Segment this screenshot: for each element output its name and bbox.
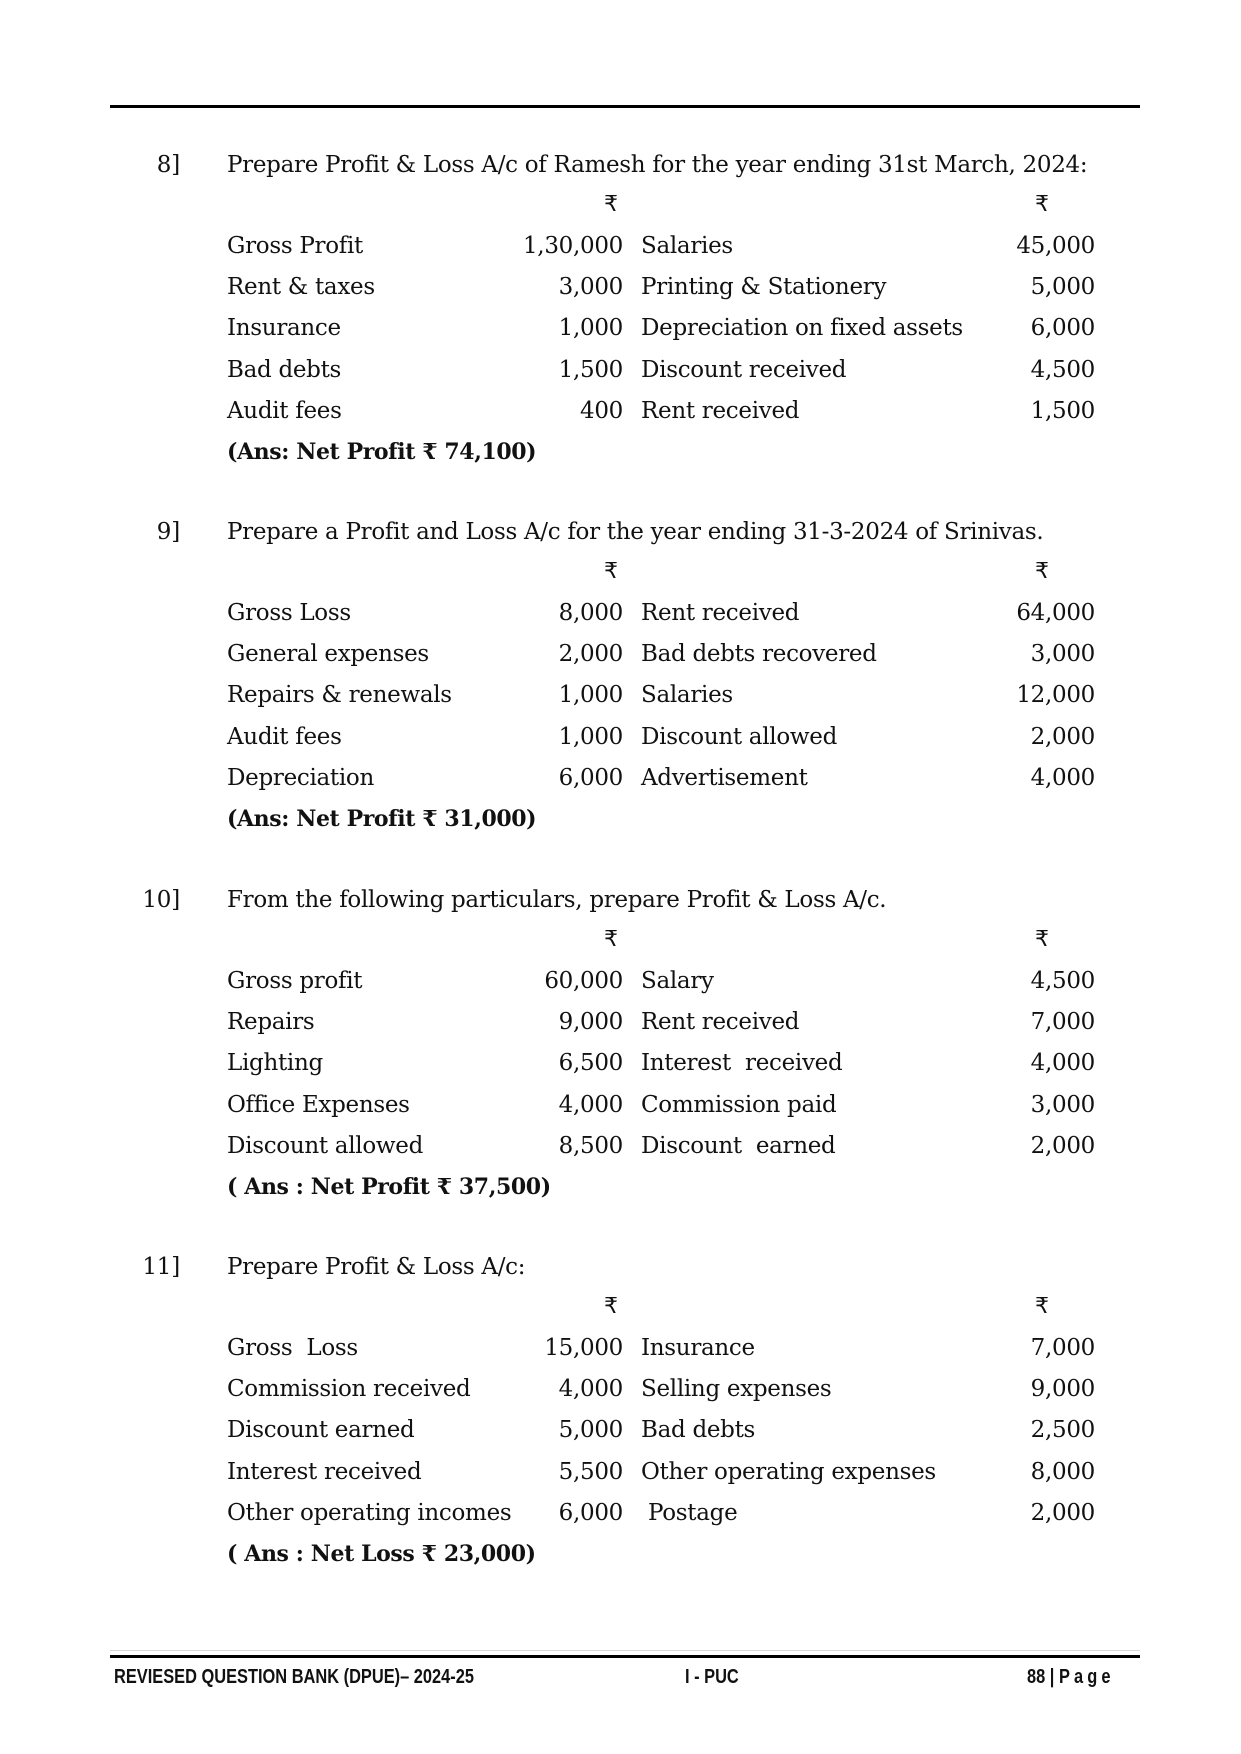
- table-row: [0, 1369, 1241, 1410]
- right-label: Rent received: [641, 600, 800, 626]
- left-label: Repairs & renewals: [227, 682, 452, 709]
- footer-class: I - PUC: [685, 1666, 739, 1688]
- table-row: [0, 717, 1241, 758]
- right-amount: 64,000: [1016, 600, 1095, 626]
- left-label: Office Expenses: [227, 1091, 410, 1118]
- left-amount: 8,500: [558, 1132, 623, 1159]
- question-number: 9]: [156, 519, 180, 545]
- page-number: 88: [1027, 1666, 1046, 1688]
- footer-page: [1027, 1662, 1115, 1692]
- left-amount: 4,000: [558, 1376, 623, 1403]
- right-label: Bad debts: [641, 1417, 756, 1444]
- rupee-icon: ₹: [604, 1294, 618, 1319]
- rupee-icon: ₹: [1035, 559, 1049, 584]
- left-amount: 1,000: [558, 682, 623, 709]
- right-label: Salaries: [641, 682, 733, 709]
- page-separator: |: [1045, 1666, 1059, 1688]
- left-amount: 3,000: [558, 274, 623, 301]
- right-label: Printing & Stationery: [641, 274, 887, 301]
- rupee-icon: ₹: [604, 192, 618, 217]
- right-amount: 4,000: [1030, 1050, 1095, 1077]
- right-amount: 4,500: [1030, 356, 1095, 383]
- question-header: [0, 1247, 1241, 1287]
- footer-thin-rule: [110, 1650, 1140, 1651]
- table-row: [0, 350, 1241, 391]
- right-amount: 2,500: [1030, 1417, 1095, 1444]
- right-label: Rent received: [641, 1009, 800, 1036]
- answer-text: (Ans: Net Profit ₹ 74,100): [227, 438, 537, 465]
- right-amount: 4,000: [1030, 764, 1095, 791]
- right-label: Discount received: [641, 356, 847, 383]
- right-label: Salaries: [641, 233, 733, 259]
- table-row: [0, 634, 1241, 675]
- table-row: [0, 1126, 1241, 1167]
- question-8: [0, 145, 1241, 472]
- right-label: Selling expenses: [641, 1376, 832, 1403]
- right-label: Postage: [641, 1499, 738, 1526]
- left-amount: 6,000: [558, 1499, 623, 1526]
- currency-header-row: [0, 552, 1241, 593]
- table-row: [0, 593, 1241, 634]
- table-row: [0, 1085, 1241, 1126]
- right-amount: 6,000: [1030, 315, 1095, 342]
- table-row: [0, 1328, 1241, 1369]
- right-amount: 3,000: [1030, 641, 1095, 668]
- rupee-icon: ₹: [1035, 927, 1049, 952]
- question-prompt: Prepare a Profit and Loss A/c for the year ending 31-3-2024 of Srinivas.: [227, 519, 1044, 545]
- left-amount: 1,000: [558, 315, 623, 342]
- answer-text: ( Ans : Net Profit ₹ 37,500): [227, 1173, 551, 1200]
- right-amount: 2,000: [1030, 1499, 1095, 1526]
- right-label: Depreciation on fixed assets: [641, 315, 963, 342]
- question-prompt: Prepare Profit & Loss A/c:: [227, 1254, 526, 1280]
- rupee-icon: ₹: [1035, 1294, 1049, 1319]
- left-label: Gross Profit: [227, 233, 363, 259]
- right-label: Advertisement: [641, 764, 808, 791]
- right-label: Bad debts recovered: [641, 641, 877, 668]
- left-amount: 6,000: [558, 764, 623, 791]
- left-label: Repairs: [227, 1009, 315, 1036]
- right-label: Salary: [641, 968, 714, 994]
- table-row: [0, 1002, 1241, 1043]
- right-amount: 1,500: [1030, 397, 1095, 424]
- question-number: 8]: [156, 152, 180, 178]
- left-amount: 1,30,000: [522, 233, 623, 259]
- footer-rule: [110, 1655, 1140, 1658]
- table-row: [0, 1452, 1241, 1493]
- answer-line: [0, 1167, 1241, 1207]
- page-word: Page: [1058, 1666, 1115, 1688]
- left-amount: 2,000: [558, 641, 623, 668]
- left-label: Gross profit: [227, 968, 363, 994]
- left-label: Audit fees: [227, 723, 342, 750]
- answer-line: [0, 432, 1241, 472]
- left-amount: 8,000: [558, 600, 623, 626]
- question-prompt: From the following particulars, prepare Profit & Loss A/c.: [227, 887, 887, 913]
- currency-header-row: [0, 1287, 1241, 1328]
- left-amount: 6,500: [558, 1050, 623, 1077]
- rupee-icon: ₹: [604, 559, 618, 584]
- left-label: Discount earned: [227, 1417, 415, 1444]
- right-label: Discount allowed: [641, 723, 838, 750]
- right-amount: 12,000: [1016, 682, 1095, 709]
- left-amount: 9,000: [558, 1009, 623, 1036]
- table-row: [0, 1410, 1241, 1451]
- question-header: [0, 880, 1241, 920]
- left-label: General expenses: [227, 641, 429, 668]
- left-label: Discount allowed: [227, 1132, 424, 1159]
- left-label: Insurance: [227, 315, 341, 342]
- page-footer: [110, 1662, 1140, 1692]
- question-number: 11]: [142, 1254, 180, 1280]
- left-amount: 1,000: [558, 723, 623, 750]
- right-amount: 2,000: [1030, 1132, 1095, 1159]
- right-label: Insurance: [641, 1335, 755, 1361]
- rupee-icon: ₹: [604, 927, 618, 952]
- left-amount: 15,000: [544, 1335, 623, 1361]
- table-row: [0, 1493, 1241, 1534]
- right-amount: 5,000: [1030, 274, 1095, 301]
- question-prompt: Prepare Profit & Loss A/c of Ramesh for the year ending 31st March, 2024:: [227, 152, 1088, 178]
- right-label: Other operating expenses: [641, 1458, 936, 1485]
- table-row: [0, 308, 1241, 349]
- table-row: [0, 226, 1241, 267]
- right-amount: 8,000: [1030, 1458, 1095, 1485]
- answer-text: ( Ans : Net Loss ₹ 23,000): [227, 1540, 536, 1567]
- right-label: Interest received: [641, 1050, 843, 1077]
- left-label: Rent & taxes: [227, 274, 375, 301]
- table-row: [0, 267, 1241, 308]
- table-row: [0, 391, 1241, 432]
- left-label: Lighting: [227, 1050, 323, 1077]
- right-amount: 7,000: [1030, 1009, 1095, 1036]
- question-header: [0, 145, 1241, 185]
- right-label: Discount earned: [641, 1132, 836, 1159]
- left-label: Depreciation: [227, 764, 374, 791]
- right-label: Commission paid: [641, 1091, 837, 1118]
- right-amount: 9,000: [1030, 1376, 1095, 1403]
- currency-header-row: [0, 920, 1241, 961]
- table-row: [0, 758, 1241, 799]
- right-amount: 45,000: [1016, 233, 1095, 259]
- left-amount: 400: [580, 397, 623, 424]
- left-label: Audit fees: [227, 397, 342, 424]
- answer-text: (Ans: Net Profit ₹ 31,000): [227, 805, 537, 832]
- right-label: Rent received: [641, 397, 800, 424]
- table-row: [0, 1043, 1241, 1084]
- table-row: [0, 961, 1241, 1002]
- left-label: Gross Loss: [227, 600, 351, 626]
- question-header: [0, 512, 1241, 552]
- table-row: [0, 675, 1241, 716]
- answer-line: [0, 799, 1241, 839]
- right-amount: 7,000: [1030, 1335, 1095, 1361]
- left-label: Gross Loss: [227, 1335, 358, 1361]
- rupee-icon: ₹: [1035, 192, 1049, 217]
- left-amount: 5,000: [558, 1417, 623, 1444]
- left-amount: 1,500: [558, 356, 623, 383]
- right-amount: 2,000: [1030, 723, 1095, 750]
- left-label: Other operating incomes: [227, 1499, 512, 1526]
- answer-line: [0, 1534, 1241, 1574]
- question-number: 10]: [142, 887, 180, 913]
- right-amount: 3,000: [1030, 1091, 1095, 1118]
- left-label: Interest received: [227, 1458, 422, 1485]
- question-9: [0, 512, 1241, 839]
- left-label: Commission received: [227, 1376, 471, 1403]
- question-11: [0, 1247, 1241, 1574]
- footer-title: REVIESED QUESTION BANK (DPUE)– 2024-25: [114, 1666, 474, 1688]
- left-amount: 4,000: [558, 1091, 623, 1118]
- question-10: [0, 880, 1241, 1207]
- right-amount: 4,500: [1030, 968, 1095, 994]
- left-label: Bad debts: [227, 356, 342, 383]
- left-amount: 60,000: [544, 968, 623, 994]
- header-rule: [110, 105, 1140, 108]
- currency-header-row: [0, 185, 1241, 226]
- left-amount: 5,500: [558, 1458, 623, 1485]
